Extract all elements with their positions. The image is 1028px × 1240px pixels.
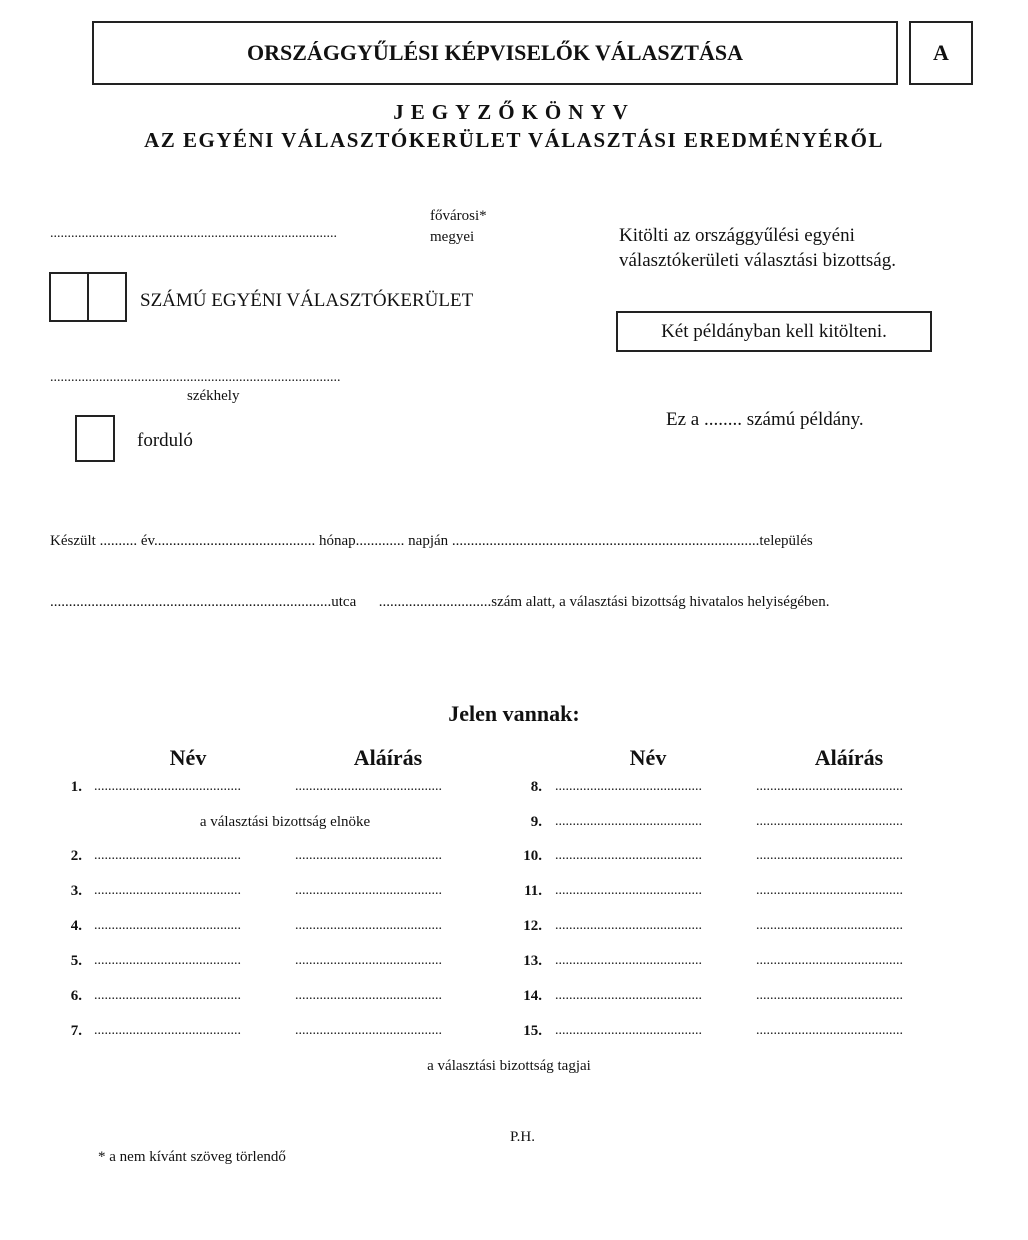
filled-by-line-1: Kitölti az országgyűlési egyéni	[619, 225, 855, 246]
row-number: 2.	[70, 848, 82, 864]
document-subtitle: AZ EGYÉNI VÁLASZTÓKERÜLET VÁLASZTÁSI EREDMÉNYÉRŐL	[144, 128, 884, 152]
signature-field[interactable]: ..........................................	[295, 848, 442, 863]
col-signature-right: Aláírás	[814, 745, 884, 770]
round-number-box[interactable]	[75, 415, 115, 462]
signature-field[interactable]: ..........................................	[295, 779, 442, 794]
row-number: 9.	[530, 814, 542, 830]
name-field[interactable]: ..........................................	[94, 848, 241, 863]
row-number: 15.	[523, 1023, 542, 1039]
row-number: 13.	[523, 953, 542, 969]
col-name-right: Név	[629, 745, 667, 770]
copy-number: Ez a ........ számú példány.	[666, 409, 864, 430]
row-number: 3.	[70, 883, 82, 899]
signature-field[interactable]: ..........................................	[756, 779, 903, 794]
signature-field[interactable]: ..........................................	[295, 1023, 442, 1038]
row-number: 4.	[70, 918, 82, 934]
seat-label: székhely	[187, 388, 240, 404]
name-field[interactable]: ..........................................	[94, 883, 241, 898]
form-code: A	[933, 40, 949, 65]
stamp-placeholder: P.H.	[510, 1129, 536, 1145]
name-field[interactable]: ..........................................	[94, 779, 241, 794]
district-number-box-1[interactable]	[49, 272, 89, 322]
name-field[interactable]: ..........................................	[555, 848, 702, 863]
form-title: ORSZÁGGYŰLÉSI KÉPVISELŐK VÁLASZTÁSA	[247, 40, 743, 65]
col-signature-left: Aláírás	[353, 745, 423, 770]
signature-field[interactable]: ..........................................	[756, 814, 903, 829]
address-line[interactable]: ...........................................................................utca ..............................szám alatt, a választási bizottság hivatalos helyiségében.	[50, 594, 830, 610]
row-number: 14.	[523, 988, 542, 1004]
county-option-capital: fővárosi*	[430, 208, 487, 224]
name-field[interactable]: ..........................................	[555, 918, 702, 933]
document-title: JEGYZŐKÖNYV	[393, 100, 635, 124]
signature-field[interactable]: ..........................................	[295, 918, 442, 933]
row-number: 8.	[530, 779, 542, 795]
district-number-box-2[interactable]	[87, 272, 127, 322]
name-field[interactable]: ..........................................	[94, 988, 241, 1003]
copies-note-box	[616, 311, 932, 352]
district-label: SZÁMÚ EGYÉNI VÁLASZTÓKERÜLET	[140, 290, 474, 311]
name-field[interactable]: ..........................................	[555, 779, 702, 794]
county-option-county: megyei	[430, 229, 475, 245]
copies-note: Két példányban kell kitölteni.	[661, 320, 887, 342]
present-title: Jelen vannak:	[448, 701, 580, 726]
name-field[interactable]: ..........................................	[555, 883, 702, 898]
name-field[interactable]: ..........................................	[555, 814, 702, 829]
members-label: a választási bizottság tagjai	[427, 1058, 591, 1074]
name-field[interactable]: ..........................................	[94, 1023, 241, 1038]
name-field[interactable]: ..........................................	[555, 988, 702, 1003]
row-number: 11.	[524, 883, 542, 899]
round-label: forduló	[137, 430, 193, 451]
name-field[interactable]: ..........................................	[555, 1023, 702, 1038]
name-field[interactable]: ..........................................	[555, 953, 702, 968]
row-number: 6.	[70, 988, 82, 1004]
signature-field[interactable]: ..........................................	[756, 883, 903, 898]
county-field[interactable]: ..................................................................................	[50, 226, 337, 241]
row-number: 10.	[523, 848, 542, 864]
signature-field[interactable]: ..........................................	[756, 953, 903, 968]
chair-label: a választási bizottság elnöke	[199, 814, 371, 830]
signature-field[interactable]: ..........................................	[756, 848, 903, 863]
row-number: 1.	[70, 779, 82, 795]
filled-by-line-2: választókerületi választási bizottság.	[619, 250, 896, 271]
row-number: 7.	[70, 1023, 82, 1039]
row-number: 5.	[70, 953, 82, 969]
form-code-box	[909, 21, 973, 85]
signature-field[interactable]: ..........................................	[756, 988, 903, 1003]
signature-field[interactable]: ..........................................	[295, 953, 442, 968]
form-title-box	[92, 21, 898, 85]
signature-field[interactable]: ..........................................	[756, 918, 903, 933]
name-field[interactable]: ..........................................	[94, 918, 241, 933]
seat-field[interactable]: ...................................................................................	[50, 370, 341, 385]
signature-field[interactable]: ..........................................	[756, 1023, 903, 1038]
row-number: 12.	[523, 918, 542, 934]
signature-field[interactable]: ..........................................	[295, 883, 442, 898]
name-field[interactable]: ..........................................	[94, 953, 241, 968]
footnote: * a nem kívánt szöveg törlendő	[98, 1149, 286, 1165]
made-at-line[interactable]: Készült .......... év........................................... hónap............. napján ..................................................................................település	[50, 533, 813, 549]
col-name-left: Név	[169, 745, 207, 770]
signature-field[interactable]: ..........................................	[295, 988, 442, 1003]
